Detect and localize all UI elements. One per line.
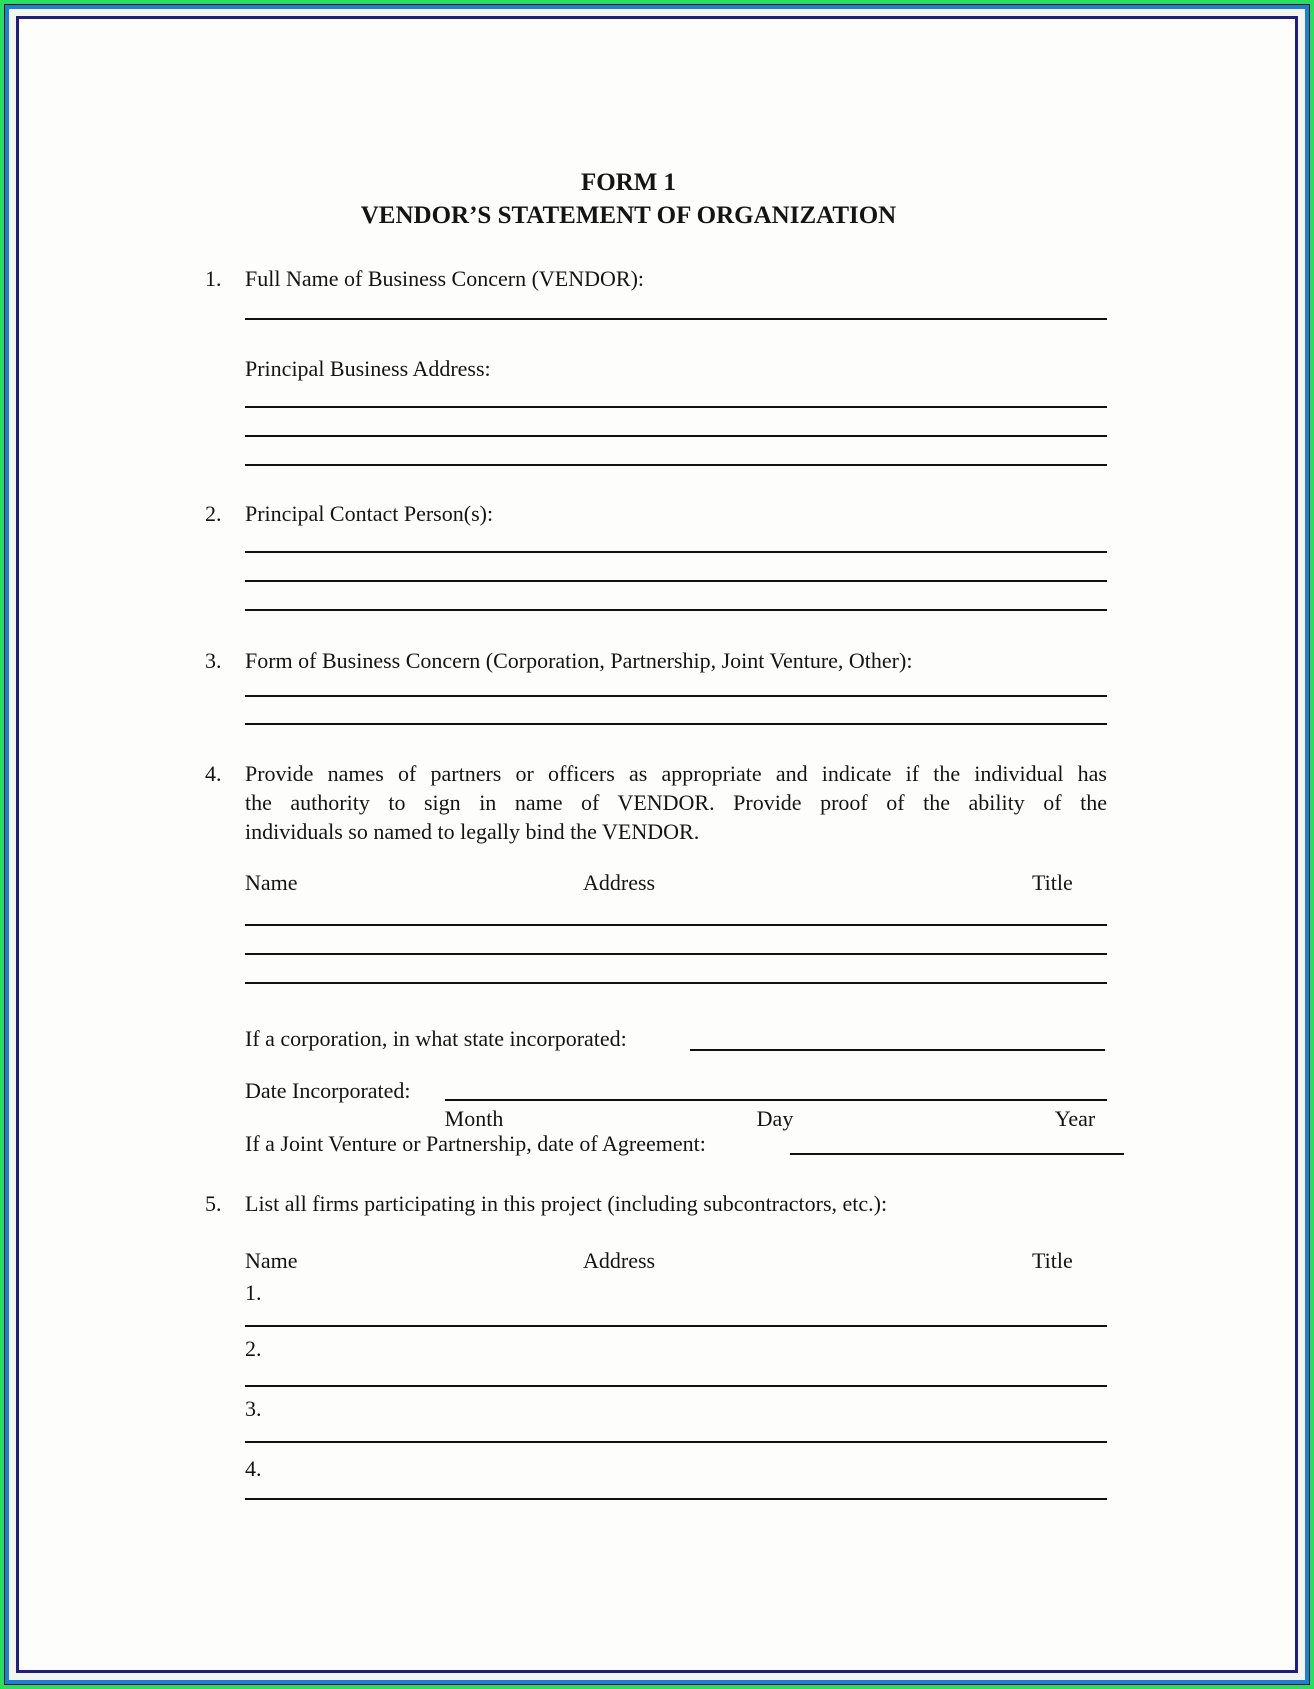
blank-line-joint-venture-date (790, 1153, 1124, 1155)
section-4-number: 4. (205, 761, 222, 786)
blank-line-state-incorporated (690, 1049, 1105, 1051)
column-header-name: Name (245, 870, 298, 895)
section-1-text: Full Name of Business Concern (VENDOR): (245, 266, 645, 291)
day-sublabel: Day (756, 1106, 794, 1131)
firm-item-2-number: 2. (245, 1336, 262, 1361)
inner-navy-border (16, 16, 1298, 1673)
blank-line-date-incorporated (445, 1099, 1107, 1101)
column-header-address: Address (583, 1248, 656, 1273)
column-header-address: Address (583, 870, 656, 895)
border-gap (9, 9, 1305, 1680)
section-5-table-header (245, 1246, 1107, 1276)
blank-line-form-of-business-2 (245, 723, 1107, 725)
blank-line-address-2 (245, 435, 1107, 437)
blank-line-address-3 (245, 464, 1107, 466)
bright-blue-border (5, 5, 1309, 1684)
principal-business-address-label: Principal Business Address: (245, 356, 491, 381)
blank-line-firm-4 (245, 1498, 1107, 1500)
section-2-text: Principal Contact Person(s): (245, 501, 494, 526)
section-3-text: Form of Business Concern (Corporation, Partnership, Joint Venture, Other): (245, 648, 913, 673)
section-5-text: List all firms participating in this project (including subcontractors, etc.): (245, 1191, 888, 1216)
blank-line-officers-2 (245, 953, 1107, 955)
section-5-label (205, 1189, 1125, 1219)
section-2-number: 2. (205, 501, 222, 526)
blank-line-contact-2 (245, 580, 1107, 582)
blank-line-business-name (245, 318, 1107, 320)
section-4-table-header (245, 868, 1107, 898)
thin-black-border (4, 4, 1310, 1685)
blank-line-firm-2 (245, 1385, 1107, 1387)
joint-venture-date-label: If a Joint Venture or Partnership, date of Agreement: (245, 1131, 706, 1156)
firm-item-4-number: 4. (245, 1456, 262, 1481)
form-page (19, 19, 1295, 1670)
date-incorporated-label: Date Incorporated: (245, 1078, 411, 1103)
column-header-title: Title (1032, 870, 1073, 895)
blank-line-officers-3 (245, 982, 1107, 984)
blank-line-address-1 (245, 406, 1107, 408)
month-sublabel: Month (444, 1106, 504, 1131)
blank-line-contact-1 (245, 551, 1107, 553)
section-3-number: 3. (205, 648, 222, 673)
column-header-name: Name (245, 1248, 298, 1273)
blank-line-firm-3 (245, 1441, 1107, 1443)
firm-item-3-number: 3. (245, 1396, 262, 1421)
section-2-label (205, 499, 1125, 529)
section-5-number: 5. (205, 1191, 222, 1216)
blank-line-firm-1 (245, 1325, 1107, 1327)
section-1-label (205, 264, 1125, 294)
section-3-label (205, 646, 1125, 676)
section-4-paragraph-line-3: individuals so named to legally bind the VENDOR. (245, 819, 700, 844)
section-4-paragraph-line-2: the authority to sign in name of VENDOR. Provide proof of the ability of the (245, 790, 1107, 815)
firm-item-1-number: 1. (245, 1280, 262, 1305)
state-incorporated-label: If a corporation, in what state incorporated: (245, 1026, 627, 1051)
column-header-title: Title (1032, 1248, 1073, 1273)
year-sublabel: Year (1054, 1106, 1096, 1131)
blank-line-contact-3 (245, 609, 1107, 611)
form-name-title: VENDOR’S STATEMENT OF ORGANIZATION (360, 202, 897, 229)
page-title (171, 166, 1086, 232)
section-4-paragraph-line-1: Provide names of partners or officers as appropriate and indicate if the individual has (245, 761, 1107, 786)
blank-line-officers-1 (245, 924, 1107, 926)
section-1-number: 1. (205, 266, 222, 291)
blank-line-form-of-business-1 (245, 695, 1107, 697)
form-number-title: FORM 1 (580, 169, 677, 196)
